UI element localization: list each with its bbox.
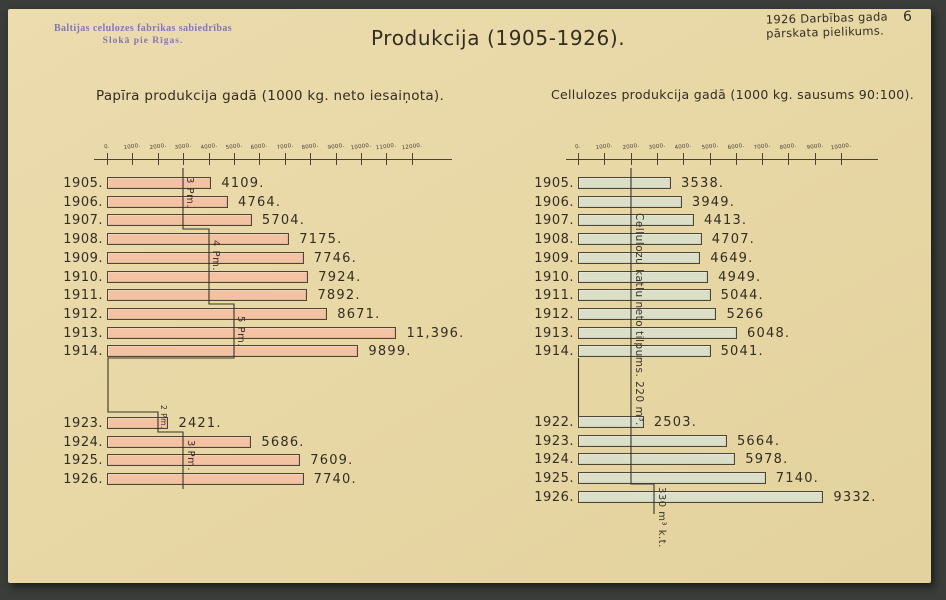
year-label: 1908. <box>534 232 574 248</box>
value-label: 5266 <box>726 306 765 322</box>
value-label: 5044. <box>720 288 764 304</box>
axis-tick <box>815 153 816 165</box>
year-label: 1911. <box>63 288 103 304</box>
value-label: 4109. <box>221 176 265 191</box>
axis-tick-label: 0. <box>574 143 582 151</box>
value-label: 7140. <box>775 471 819 487</box>
value-label: 3949. <box>691 194 736 210</box>
axis-tick-label: 3000. <box>174 142 192 152</box>
year-label: 1905. <box>534 176 574 191</box>
chart-title-cellulose-production: Cellulozes produkcija gadā (1000 kg. sausums 90:100). <box>551 87 915 102</box>
document-paper <box>8 9 931 583</box>
axis-tick-label: 3000. <box>648 142 666 152</box>
axis-tick-label: 11000. <box>375 142 397 152</box>
value-label: 8671. <box>337 306 381 322</box>
axis-tick <box>762 153 763 165</box>
axis-tick-label: 12000. <box>401 142 423 152</box>
year-label: 1910. <box>534 269 574 285</box>
bar <box>578 491 823 503</box>
value-label: 7924. <box>318 269 362 285</box>
axis-tick-label: 2000. <box>149 142 167 152</box>
year-label: 1912. <box>63 306 103 322</box>
year-label: 1909. <box>63 250 103 266</box>
year-label: 1922. <box>534 415 574 430</box>
value-label: 4413. <box>704 213 748 229</box>
year-label: 1909. <box>534 250 574 266</box>
value-label: 3538. <box>681 176 725 191</box>
bar <box>578 308 716 320</box>
axis-tick <box>736 153 737 165</box>
chart-title-paper-production: Papīra produkcija gadā (1000 kg. neto iesaiņota). <box>96 88 445 104</box>
axis-tick <box>841 153 842 165</box>
value-label: 2421. <box>178 416 222 431</box>
value-label: 4707. <box>711 232 755 248</box>
annotation-label: 5 Pm. <box>235 316 246 347</box>
year-label: 1924. <box>534 452 574 468</box>
value-label: 5704. <box>261 213 306 229</box>
axis-tick-label: 4000. <box>674 142 692 152</box>
page-number: 6 <box>903 9 912 25</box>
value-label: 9332. <box>833 489 877 505</box>
axis-tick-label: 8000. <box>779 142 798 152</box>
stamp-line-1: Baltijas celulozes fabrikas sabiedrības <box>53 23 233 34</box>
document-title: Produkcija (1905-1926). <box>371 26 626 50</box>
value-label: 2503. <box>653 415 698 430</box>
axis-tick-label: 6000. <box>250 142 269 152</box>
axis-tick-label: 9000. <box>326 142 345 152</box>
x-axis <box>566 159 878 160</box>
year-label: 1907. <box>63 213 103 229</box>
axis-tick-label: 5000. <box>700 142 719 152</box>
axis-tick <box>788 153 789 165</box>
year-label: 1907. <box>534 213 574 229</box>
axis-tick <box>683 153 684 165</box>
bar <box>578 435 727 447</box>
year-label: 1925. <box>63 453 103 469</box>
bar <box>578 177 671 189</box>
year-label: 1913. <box>534 325 574 341</box>
year-label: 1908. <box>63 232 103 248</box>
axis-tick-label: 0. <box>103 143 111 151</box>
axis-tick-label: 6000. <box>727 142 745 152</box>
report-note-line-2: pārskata pielikums. <box>765 23 885 41</box>
annotation-label: 3 Pm. <box>185 440 196 471</box>
value-label: 6048. <box>747 325 791 341</box>
axis-tick-label: 10000. <box>830 142 852 152</box>
annotation-label: 2 Pm. <box>159 405 168 429</box>
axis-tick-label: 1000. <box>123 142 142 152</box>
year-label: 1923. <box>63 416 103 431</box>
value-label: 5686. <box>261 434 305 450</box>
year-label: 1926. <box>63 472 103 488</box>
value-label: 7175. <box>299 232 343 248</box>
year-label: 1911. <box>534 288 574 304</box>
bar <box>578 472 766 484</box>
value-label: 9899. <box>368 344 412 360</box>
year-label: 1926. <box>534 489 574 505</box>
annotation-label: 330 m³ k.t. <box>656 487 667 548</box>
value-label: 5978. <box>745 452 789 468</box>
bar <box>578 196 682 208</box>
report-note-line-1: 1926 Darbības gada <box>765 9 889 27</box>
document-content <box>8 9 931 583</box>
axis-tick <box>710 153 711 165</box>
value-label: 7892. <box>317 288 361 304</box>
axis-tick-label: 7000. <box>276 142 294 152</box>
year-label: 1905. <box>63 176 103 191</box>
value-label: 4949. <box>718 269 762 285</box>
year-label: 1924. <box>63 434 103 450</box>
axis-tick-label: 5000. <box>225 142 243 152</box>
axis-tick-label: 1000. <box>595 142 614 152</box>
value-label: 5664. <box>736 433 781 449</box>
year-label: 1914. <box>534 344 574 360</box>
year-label: 1925. <box>534 471 574 487</box>
value-label: 5041. <box>720 344 764 360</box>
value-label: 7609. <box>310 453 354 469</box>
stamp-line-2: Slokā pie Rīgas. <box>102 36 184 46</box>
annotation-label: 3 Pm. <box>184 177 195 208</box>
year-label: 1912. <box>534 306 574 322</box>
annotation-label: Cellulozu katlu neto tilpums. 220 m³. <box>633 213 645 426</box>
bar <box>578 453 735 465</box>
axis-tick <box>657 153 658 165</box>
value-label: 7740. <box>313 472 357 488</box>
axis-tick-label: 4000. <box>199 142 218 152</box>
year-label: 1913. <box>63 325 103 341</box>
value-label: 4649. <box>710 250 754 266</box>
cellulose-production-chart <box>8 9 931 583</box>
annotation-label: 4 Pm. <box>210 240 221 271</box>
bar <box>578 327 737 339</box>
axis-tick-label: 9000. <box>805 142 824 152</box>
value-label: 4764. <box>238 194 282 210</box>
axis-tick-label: 7000. <box>753 142 771 152</box>
axis-tick <box>604 153 605 165</box>
year-label: 1906. <box>63 194 103 210</box>
value-label: 11,396. <box>406 325 465 341</box>
axis-tick <box>578 153 579 165</box>
axis-tick-label: 2000. <box>621 142 640 152</box>
year-label: 1910. <box>63 269 103 285</box>
year-label: 1914. <box>63 344 103 360</box>
axis-tick-label: 8000. <box>301 142 319 152</box>
value-label: 7746. <box>313 250 357 266</box>
year-label: 1923. <box>534 433 574 449</box>
axis-tick <box>631 153 632 165</box>
year-label: 1906. <box>534 194 574 210</box>
axis-tick-label: 10000. <box>350 142 372 152</box>
